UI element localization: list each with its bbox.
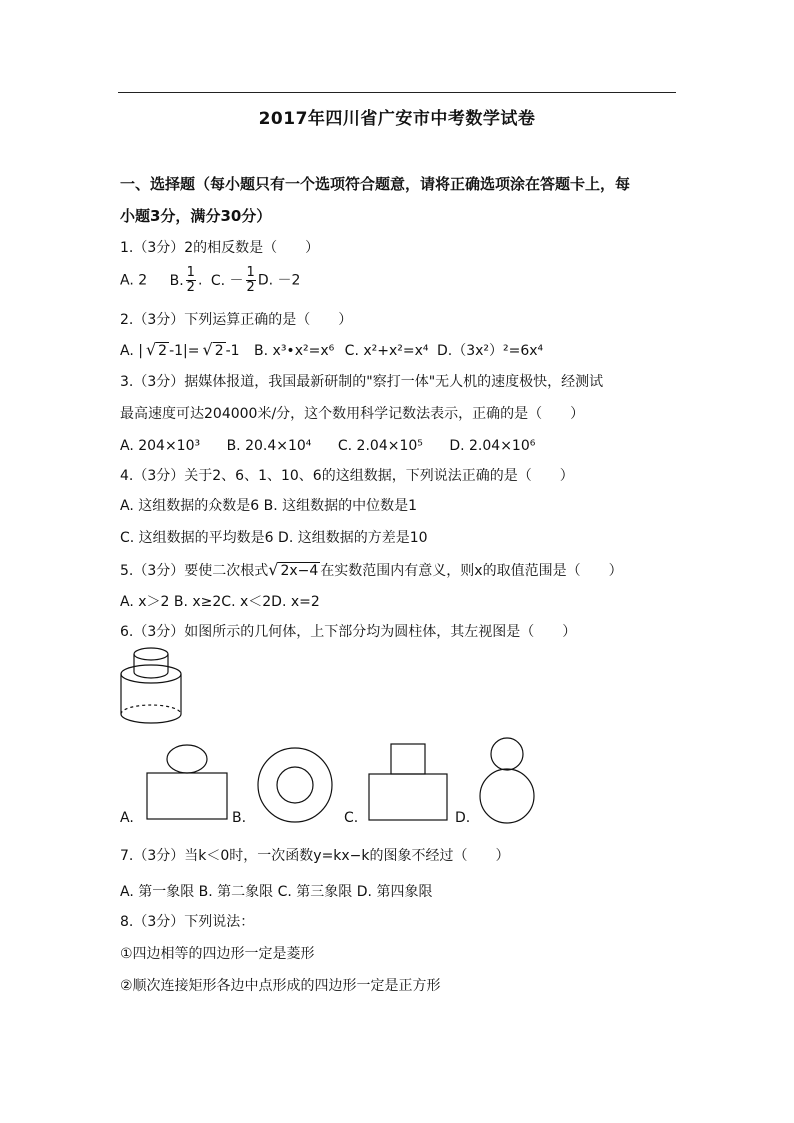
- q3-stem-line2: 最高速度可达204000米/分，这个数用科学记数法表示，正确的是（ ）: [120, 406, 585, 422]
- q6-option-a-label: A.: [120, 810, 134, 826]
- q7-options: A. 第一象限 B. 第二象限 C. 第三象限 D. 第四象限: [120, 884, 433, 900]
- q2-option-c: C. x²+x²=x⁴: [344, 343, 429, 359]
- q1-option-a: A. 2: [120, 272, 148, 289]
- q1-option-b-prefix: B.: [169, 272, 184, 289]
- q1-option-b-fraction: $\frac{1}{2}$: [186, 265, 195, 295]
- q6-stem: 6.（3分）如图所示的几何体，上下部分均为圆柱体，其左视图是（ ）: [120, 624, 577, 640]
- q5-radicand: 2x−4: [280, 563, 319, 579]
- section-heading-line2: 小题3分，满分30分）: [120, 207, 272, 225]
- q1-stem: 1.（3分）2的相反数是（ ）: [120, 240, 320, 256]
- q1-option-d: D. －2: [257, 272, 301, 289]
- q2-options: A. | √ 2 -1|= √ 2 -1 B. x³•x²=x⁶ C. x²+x²=x⁴ D.（3x²）²=6x⁴: [120, 340, 544, 359]
- q3-stem-line1: 3.（3分）据媒体报道，我国最新研制的"察打一体"无人机的速度极快，经测试: [120, 374, 604, 390]
- q2-option-a-end: -1: [225, 343, 240, 359]
- section-heading-line1: 一、选择题（每小题只有一个选项符合题意，请将正确选项涂在答题卡上，每: [120, 175, 631, 193]
- q6-option-d-figure: [478, 736, 536, 828]
- q6-geometry-figure: [116, 644, 186, 724]
- q7-stem: 7.（3分）当k＜0时，一次函数y=kx−k的图象不经过（ ）: [120, 848, 510, 864]
- q2-option-a-mid: -1|=: [169, 343, 200, 359]
- page-title: 2017年四川省广安市中考数学试卷: [258, 109, 536, 129]
- q1-options: A. 2 B. $\frac{1}{2}$ . C. － $\frac{1}{2}$ D. －2: [120, 265, 301, 295]
- q5-stem-prefix: 5.（3分）要使二次根式: [120, 563, 269, 579]
- q3-option-c: C. 2.04×10⁵: [337, 438, 423, 454]
- q6-option-c-label: C.: [344, 810, 359, 826]
- q2-option-a-prefix: A. |: [120, 343, 143, 359]
- q3-option-a: A. 204×10³: [120, 438, 201, 454]
- q2-option-b: B. x³•x²=x⁶: [254, 343, 335, 359]
- q4-options-cd: C. 这组数据的平均数是6 D. 这组数据的方差是10: [120, 530, 428, 546]
- q8-stem: 8.（3分）下列说法：: [120, 914, 255, 930]
- q8-statement-2: ②顺次连接矩形各边中点形成的四边形一定是正方形: [120, 978, 441, 994]
- q4-options-ab: A. 这组数据的众数是6 B. 这组数据的中位数是1: [120, 498, 417, 514]
- q6-option-b-label: B.: [232, 810, 247, 826]
- q6-option-d-label: D.: [455, 810, 471, 826]
- q1-option-c-prefix: C. －: [210, 272, 244, 289]
- q5-options: A. x＞2 B. x≥2C. x＜2D. x=2: [120, 594, 320, 610]
- q6-option-a-figure: [145, 742, 229, 822]
- q6-option-c-figure: [367, 742, 449, 822]
- q2-option-a-radical2: 2: [214, 343, 224, 359]
- q5-stem-suffix: 在实数范围内有意义，则x的取值范围是（ ）: [320, 563, 623, 579]
- q3-option-d: D. 2.04×10⁶: [449, 438, 536, 454]
- q2-option-d: D.（3x²）²=6x⁴: [436, 343, 544, 359]
- q3-options: [120, 436, 535, 456]
- q4-stem: 4.（3分）关于2、6、1、10、6的这组数据，下列说法正确的是（ ）: [120, 468, 574, 484]
- q1-option-c-fraction: $\frac{1}{2}$: [246, 265, 255, 295]
- top-rule: [118, 92, 676, 93]
- q3-option-b: B. 20.4×10⁴: [226, 438, 312, 454]
- q2-option-a-radical1: 2: [158, 343, 168, 359]
- q6-option-b-figure: [256, 746, 334, 824]
- q8-statement-1: ①四边相等的四边形一定是菱形: [120, 946, 315, 962]
- q2-stem: 2.（3分）下列运算正确的是（ ）: [120, 312, 353, 328]
- q5-stem: 5.（3分）要使二次根式√ 2x−4 在实数范围内有意义，则x的取值范围是（ ）: [120, 560, 623, 579]
